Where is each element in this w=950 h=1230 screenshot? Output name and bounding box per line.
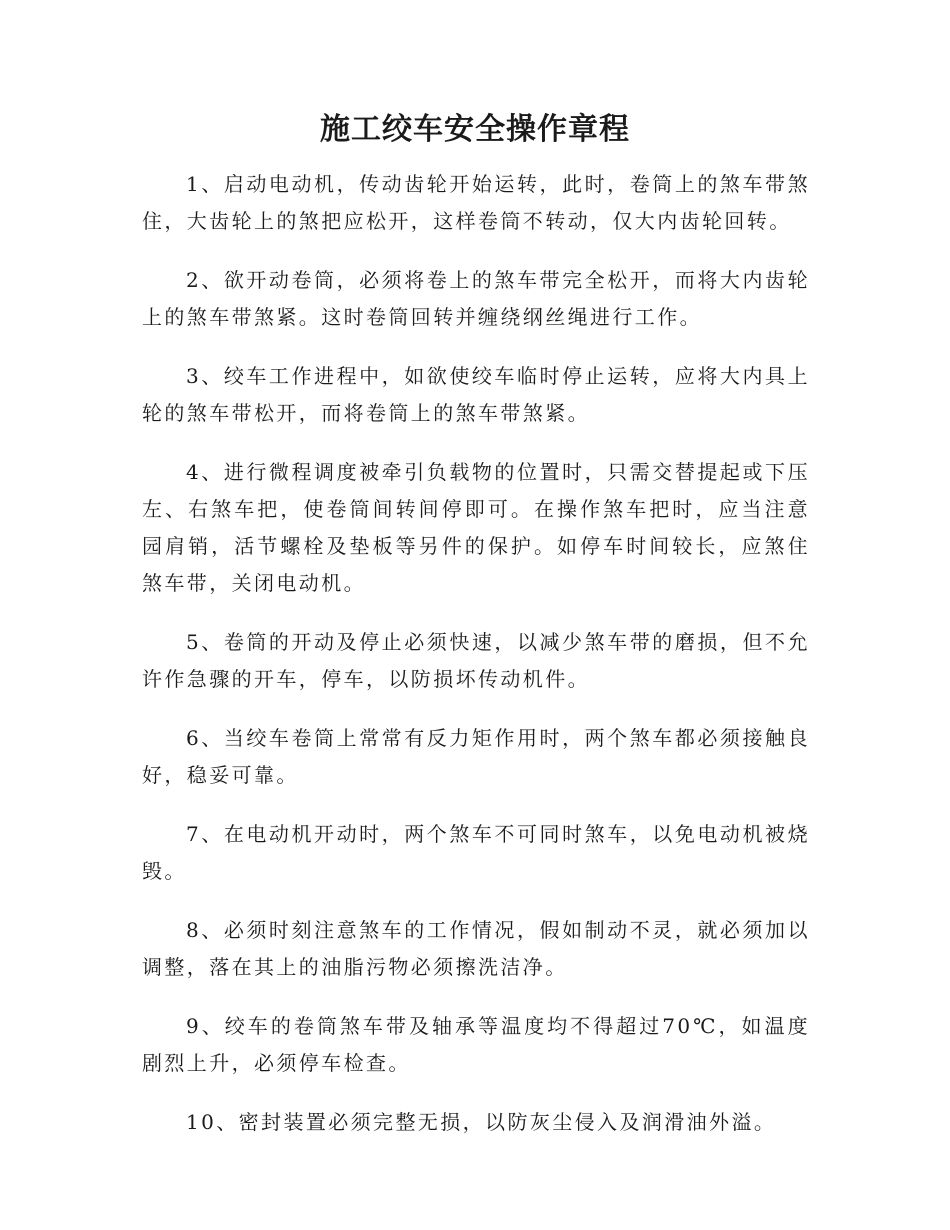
paragraph-10: 10、密封装置必须完整无损，以防灰尘侵入及润滑油外溢。 [186,1110,777,1134]
paragraph-8: 8、必须时刻注意煞车的工作情况，假如制动不灵，就必须加以调整，落在其上的油脂污物必须擦洗洁净。 [142,918,810,979]
paragraph-4: 4、进行微程调度被牵引负载物的位置时，只需交替提起或下压左、右煞车把，使卷筒间转间停即可。在操作煞车把时，应当注意园肩销，活节螺栓及垫板等另件的保护。如停车时间较长，应煞住煞车带，关闭电动机。 [142,460,810,595]
paragraph-1: 1、启动电动机，传动齿轮开始运转，此时，卷筒上的煞车带煞住，大齿轮上的煞把应松开，这样卷筒不转动，仅大内齿轮回转。 [142,172,810,233]
paragraph-5: 5、卷筒的开动及停止必须快速，以减少煞车带的磨损，但不允许作急骤的开车，停车，以防损坏传动机件。 [142,630,810,691]
document-title: 施工绞车安全操作章程 [320,112,630,147]
paragraph-2: 2、欲开动卷筒，必须将卷上的煞车带完全松开，而将大内齿轮上的煞车带煞紧。这时卷筒回转并缠绕纲丝绳进行工作。 [142,268,810,329]
paragraph-6: 6、当绞车卷筒上常常有反力矩作用时，两个煞车都必须接触良好，稳妥可靠。 [142,726,810,787]
paragraph-9: 9、绞车的卷筒煞车带及轴承等温度均不得超过70℃，如温度剧烈上升，必须停车检查。 [142,1014,810,1075]
document-body [142,166,810,1163]
paragraph-7: 7、在电动机开动时，两个煞车不可同时煞车，以免电动机被烧毁。 [142,822,810,883]
paragraph-3: 3、绞车工作进程中，如欲使绞车临时停止运转，应将大内具上轮的煞车带松开，而将卷筒上的煞车带煞紧。 [142,364,810,425]
